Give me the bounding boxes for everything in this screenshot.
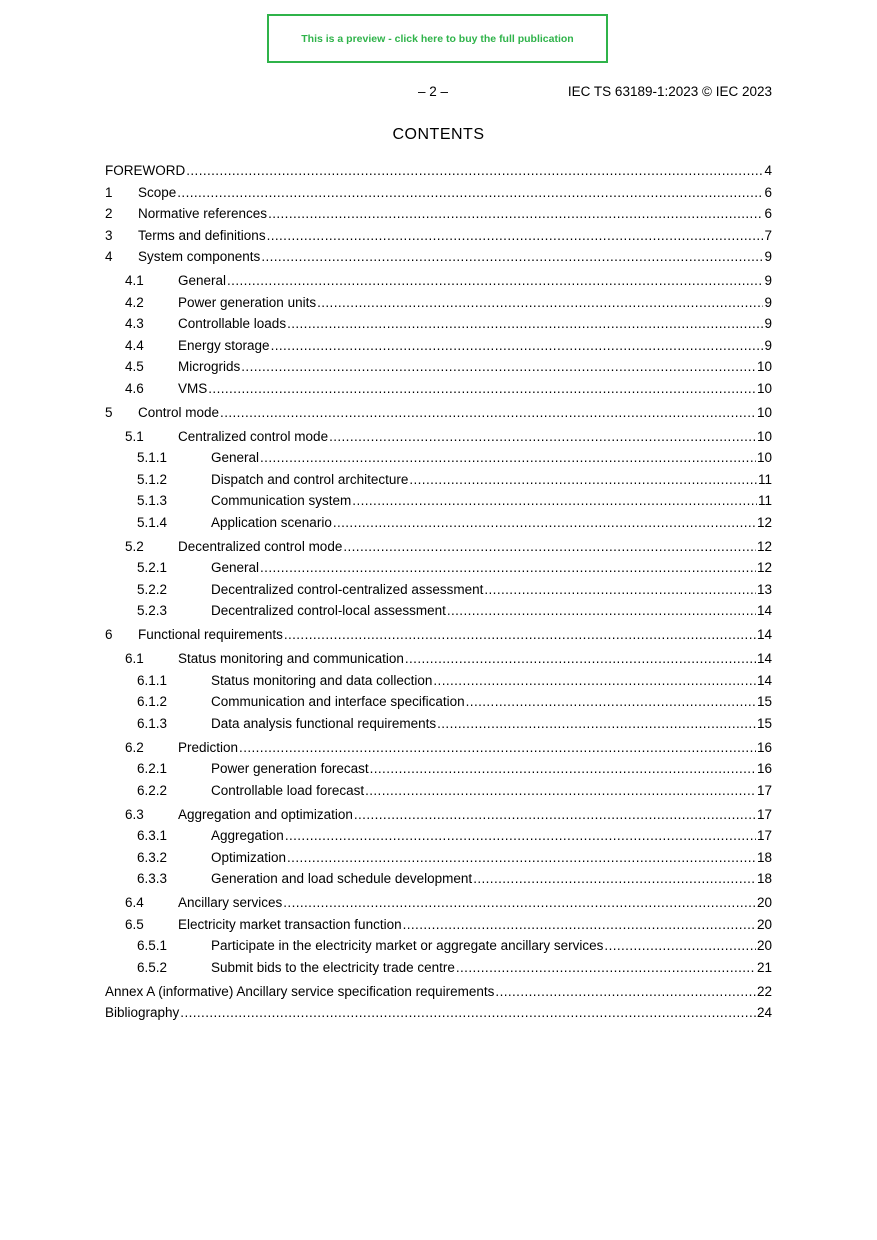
toc-entry-number: 4.6 [125, 380, 144, 396]
toc-entry[interactable] [105, 225, 772, 247]
toc-entry-page: 16 [756, 739, 772, 755]
banner-text: This is a preview - click here to buy the full publication [301, 32, 574, 45]
toc-entry-page: 10 [756, 359, 772, 374]
toc-dot-leader [285, 825, 756, 847]
toc-dot-leader [287, 847, 756, 869]
toc-entry-page: 18 [756, 849, 772, 865]
toc-dot-leader [239, 737, 756, 759]
toc-entry[interactable] [105, 935, 772, 957]
toc-dot-leader [267, 225, 764, 247]
toc-entry-page: 14 [756, 603, 772, 618]
toc-dot-leader [370, 758, 756, 780]
toc-entry-page: 9 [764, 249, 772, 264]
toc-entry[interactable] [105, 981, 772, 1003]
toc-entry-number: 6.5.1 [137, 938, 168, 953]
toc-dot-leader [333, 512, 756, 534]
toc-entry[interactable] [105, 914, 772, 936]
toc-entry-number: 1 [105, 184, 113, 200]
toc-entry-number: 5.2.1 [137, 560, 168, 575]
toc-entry-title: Dispatch and control architecture [211, 471, 409, 487]
toc-entry[interactable] [105, 292, 772, 314]
toc-dot-leader [283, 892, 756, 914]
toc-entry[interactable] [105, 670, 772, 692]
toc-entry-title: General [211, 450, 260, 465]
toc-entry-page: 10 [756, 428, 772, 444]
toc-entry-page: 10 [756, 380, 772, 396]
toc-entry[interactable] [105, 313, 772, 335]
toc-entry[interactable] [105, 378, 772, 400]
toc-dot-leader [220, 402, 756, 424]
toc-entry-title: Controllable loads [178, 316, 287, 331]
toc-entry-title: Microgrids [178, 359, 241, 374]
toc-entry-number: 4.1 [125, 273, 144, 288]
toc-entry-number: 6.5 [125, 916, 144, 932]
table-of-contents [105, 160, 772, 1024]
page-number: – 2 – [418, 84, 449, 99]
toc-dot-leader [271, 335, 764, 357]
toc-entry-number: 6.3.2 [137, 849, 168, 865]
toc-entry[interactable] [105, 536, 772, 558]
toc-entry-title: Functional requirements [138, 627, 283, 642]
toc-entry-number: 6.1.1 [137, 672, 168, 688]
toc-entry-title: Terms and definitions [138, 227, 266, 243]
toc-dot-leader [403, 914, 756, 936]
toc-entry-title: Aggregation [211, 828, 284, 843]
toc-entry[interactable] [105, 356, 772, 378]
toc-entry-page: 12 [756, 514, 772, 530]
toc-entry-title: Controllable load forecast [211, 782, 365, 798]
toc-entry[interactable] [105, 758, 772, 780]
toc-entry[interactable] [105, 648, 772, 670]
toc-entry-number: 4.2 [125, 294, 144, 310]
toc-entry[interactable] [105, 246, 772, 268]
toc-entry-title: Generation and load schedule development [211, 871, 473, 886]
toc-entry-number: 4.4 [125, 337, 144, 353]
toc-entry-page: 20 [756, 938, 772, 953]
toc-entry-page: 14 [756, 651, 772, 666]
toc-entry-page: 13 [756, 581, 772, 597]
toc-dot-leader [268, 203, 763, 225]
toc-entry[interactable] [105, 490, 772, 512]
toc-entry-page: 12 [756, 538, 772, 554]
toc-entry-title: Bibliography [105, 1005, 180, 1020]
toc-entry-number: 3 [105, 227, 113, 243]
toc-entry-title: VMS [178, 380, 208, 396]
toc-entry[interactable] [105, 402, 772, 424]
toc-entry-page: 11 [757, 471, 772, 487]
toc-entry-page: 14 [756, 627, 772, 642]
toc-entry-title: Communication and interface specification [211, 694, 465, 709]
toc-dot-leader [260, 557, 756, 579]
toc-dot-leader [433, 670, 756, 692]
toc-entry[interactable] [105, 1002, 772, 1024]
toc-entry-number: 5 [105, 404, 113, 420]
toc-entry[interactable] [105, 892, 772, 914]
toc-entry-number: 6.2 [125, 739, 144, 755]
toc-entry-number: 6.1.2 [137, 694, 168, 709]
toc-entry-page: 12 [756, 560, 772, 575]
toc-entry-page: 15 [756, 715, 772, 731]
toc-entry[interactable] [105, 868, 772, 890]
toc-entry-page: 22 [756, 983, 772, 999]
toc-dot-leader [177, 182, 763, 204]
toc-entry[interactable] [105, 737, 772, 759]
toc-dot-leader [208, 378, 756, 400]
toc-dot-leader [287, 313, 763, 335]
toc-entry-title: General [178, 273, 227, 288]
toc-entry[interactable] [105, 557, 772, 579]
toc-entry-title: Optimization [211, 849, 287, 865]
toc-entry-page: 4 [764, 163, 772, 178]
toc-dot-leader [409, 469, 757, 491]
toc-entry[interactable] [105, 600, 772, 622]
toc-entry-page: 7 [764, 227, 772, 243]
toc-entry-page: 10 [756, 404, 772, 420]
toc-dot-leader [284, 624, 756, 646]
toc-entry-number: 4 [105, 249, 113, 264]
toc-entry-title: Communication system [211, 493, 352, 508]
toc-dot-leader [261, 246, 763, 268]
toc-entry-page: 6 [764, 184, 772, 200]
toc-entry-number: 6.1 [125, 651, 144, 666]
toc-entry-number: 5.2 [125, 538, 144, 554]
toc-entry[interactable] [105, 804, 772, 826]
toc-entry[interactable] [105, 447, 772, 469]
toc-entry-page: 20 [756, 895, 772, 910]
toc-entry-page: 14 [756, 672, 772, 688]
toc-entry-title: Decentralized control-local assessment [211, 603, 446, 618]
toc-entry-title: Decentralized control-centralized assessment [211, 581, 484, 597]
toc-entry-number: 5.2.3 [137, 603, 168, 618]
toc-entry-number: 6 [105, 627, 113, 642]
toc-dot-leader [484, 579, 756, 601]
toc-dot-leader [466, 691, 756, 713]
toc-entry[interactable] [105, 579, 772, 601]
toc-entry-title: Electricity market transaction function [178, 916, 402, 932]
toc-entry[interactable] [105, 825, 772, 847]
toc-dot-leader [260, 447, 756, 469]
toc-dot-leader [317, 292, 763, 314]
toc-entry-title: Centralized control mode [178, 428, 329, 444]
toc-entry-page: 9 [764, 316, 772, 331]
toc-entry[interactable] [105, 335, 772, 357]
toc-entry-page: 16 [756, 761, 772, 776]
toc-entry-title: Ancillary services [178, 895, 283, 910]
toc-entry-page: 9 [764, 294, 772, 310]
toc-dot-leader [365, 780, 756, 802]
toc-dot-leader [456, 957, 756, 979]
toc-entry-page: 17 [756, 828, 772, 843]
toc-entry-title: Prediction [178, 739, 239, 755]
buy-publication-link[interactable] [267, 14, 608, 63]
toc-entry-number: 6.2.1 [137, 761, 168, 776]
toc-entry-number: 4.3 [125, 316, 144, 331]
toc-entry-page: 11 [757, 493, 772, 508]
toc-entry-title: Application scenario [211, 514, 332, 530]
toc-entry[interactable] [105, 182, 772, 204]
toc-entry[interactable] [105, 426, 772, 448]
toc-entry-title: Normative references [138, 206, 268, 221]
toc-entry-number: 4.5 [125, 359, 144, 374]
toc-entry-title: Decentralized control mode [178, 538, 343, 554]
toc-entry-number: 6.1.3 [137, 715, 168, 731]
toc-dot-leader [180, 1002, 756, 1024]
toc-dot-leader [343, 536, 756, 558]
toc-entry[interactable] [105, 512, 772, 534]
toc-entry-title: Status monitoring and communication [178, 651, 404, 666]
toc-entry[interactable] [105, 780, 772, 802]
toc-entry-number: 5.2.2 [137, 581, 168, 597]
toc-entry-title: System components [138, 249, 261, 264]
toc-entry-number: 5.1.2 [137, 471, 168, 487]
toc-dot-leader [329, 426, 756, 448]
toc-entry-number: 6.2.2 [137, 782, 168, 798]
toc-entry-number: 6.4 [125, 895, 144, 910]
toc-dot-leader [437, 713, 756, 735]
toc-entry[interactable] [105, 203, 772, 225]
toc-entry-number: 6.3.3 [137, 871, 168, 886]
toc-dot-leader [604, 935, 756, 957]
toc-dot-leader [241, 356, 756, 378]
toc-dot-leader [473, 868, 756, 890]
toc-entry-title: Data analysis functional requirements [211, 715, 437, 731]
toc-dot-leader [447, 600, 756, 622]
toc-entry[interactable] [105, 691, 772, 713]
toc-entry-title: Power generation units [178, 294, 317, 310]
toc-entry-number: 5.1 [125, 428, 144, 444]
toc-entry-title: Participate in the electricity market or aggregate ancillary services [211, 938, 604, 953]
toc-entry-page: 9 [764, 273, 772, 288]
toc-entry-page: 17 [756, 782, 772, 798]
toc-entry[interactable] [105, 469, 772, 491]
toc-entry-title: Control mode [138, 404, 220, 420]
toc-entry-title: FOREWORD [105, 163, 186, 178]
toc-entry-title: Annex A (informative) Ancillary service specification requirements [105, 983, 495, 999]
toc-entry-page: 15 [756, 694, 772, 709]
toc-entry-number: 5.1.4 [137, 514, 168, 530]
toc-entry[interactable] [105, 270, 772, 292]
toc-entry[interactable] [105, 624, 772, 646]
toc-entry-number: 6.3.1 [137, 828, 168, 843]
toc-entry-title: Power generation forecast [211, 761, 369, 776]
toc-entry-title: Submit bids to the electricity trade centre [211, 959, 455, 975]
document-reference: IEC TS 63189-1:2023 © IEC 2023 [567, 84, 772, 99]
toc-dot-leader [495, 981, 756, 1003]
toc-entry-title: General [211, 560, 260, 575]
toc-dot-leader [186, 160, 763, 182]
toc-heading: CONTENTS [392, 126, 485, 143]
toc-entry-number: 5.1.3 [137, 493, 168, 508]
toc-entry-number: 2 [105, 206, 113, 221]
toc-entry-page: 24 [756, 1005, 772, 1020]
toc-entry-page: 6 [764, 206, 772, 221]
toc-entry[interactable] [105, 713, 772, 735]
toc-entry-page: 17 [756, 806, 772, 822]
toc-entry[interactable] [105, 847, 772, 869]
toc-entry-page: 18 [756, 871, 772, 886]
toc-entry-number: 5.1.1 [137, 450, 168, 465]
toc-entry-page: 9 [764, 337, 772, 353]
toc-entry-title: Status monitoring and data collection [211, 672, 433, 688]
toc-dot-leader [227, 270, 763, 292]
toc-entry-title: Aggregation and optimization [178, 806, 353, 822]
toc-entry-number: 6.3 [125, 806, 144, 822]
toc-dot-leader [354, 804, 756, 826]
toc-entry[interactable] [105, 957, 772, 979]
toc-entry[interactable] [105, 160, 772, 182]
toc-entry-page: 10 [756, 450, 772, 465]
toc-entry-page: 21 [756, 959, 772, 975]
toc-entry-number: 6.5.2 [137, 959, 168, 975]
toc-dot-leader [405, 648, 756, 670]
toc-entry-title: Energy storage [178, 337, 270, 353]
toc-entry-page: 20 [756, 916, 772, 932]
toc-entry-title: Scope [138, 184, 177, 200]
toc-dot-leader [352, 490, 757, 512]
